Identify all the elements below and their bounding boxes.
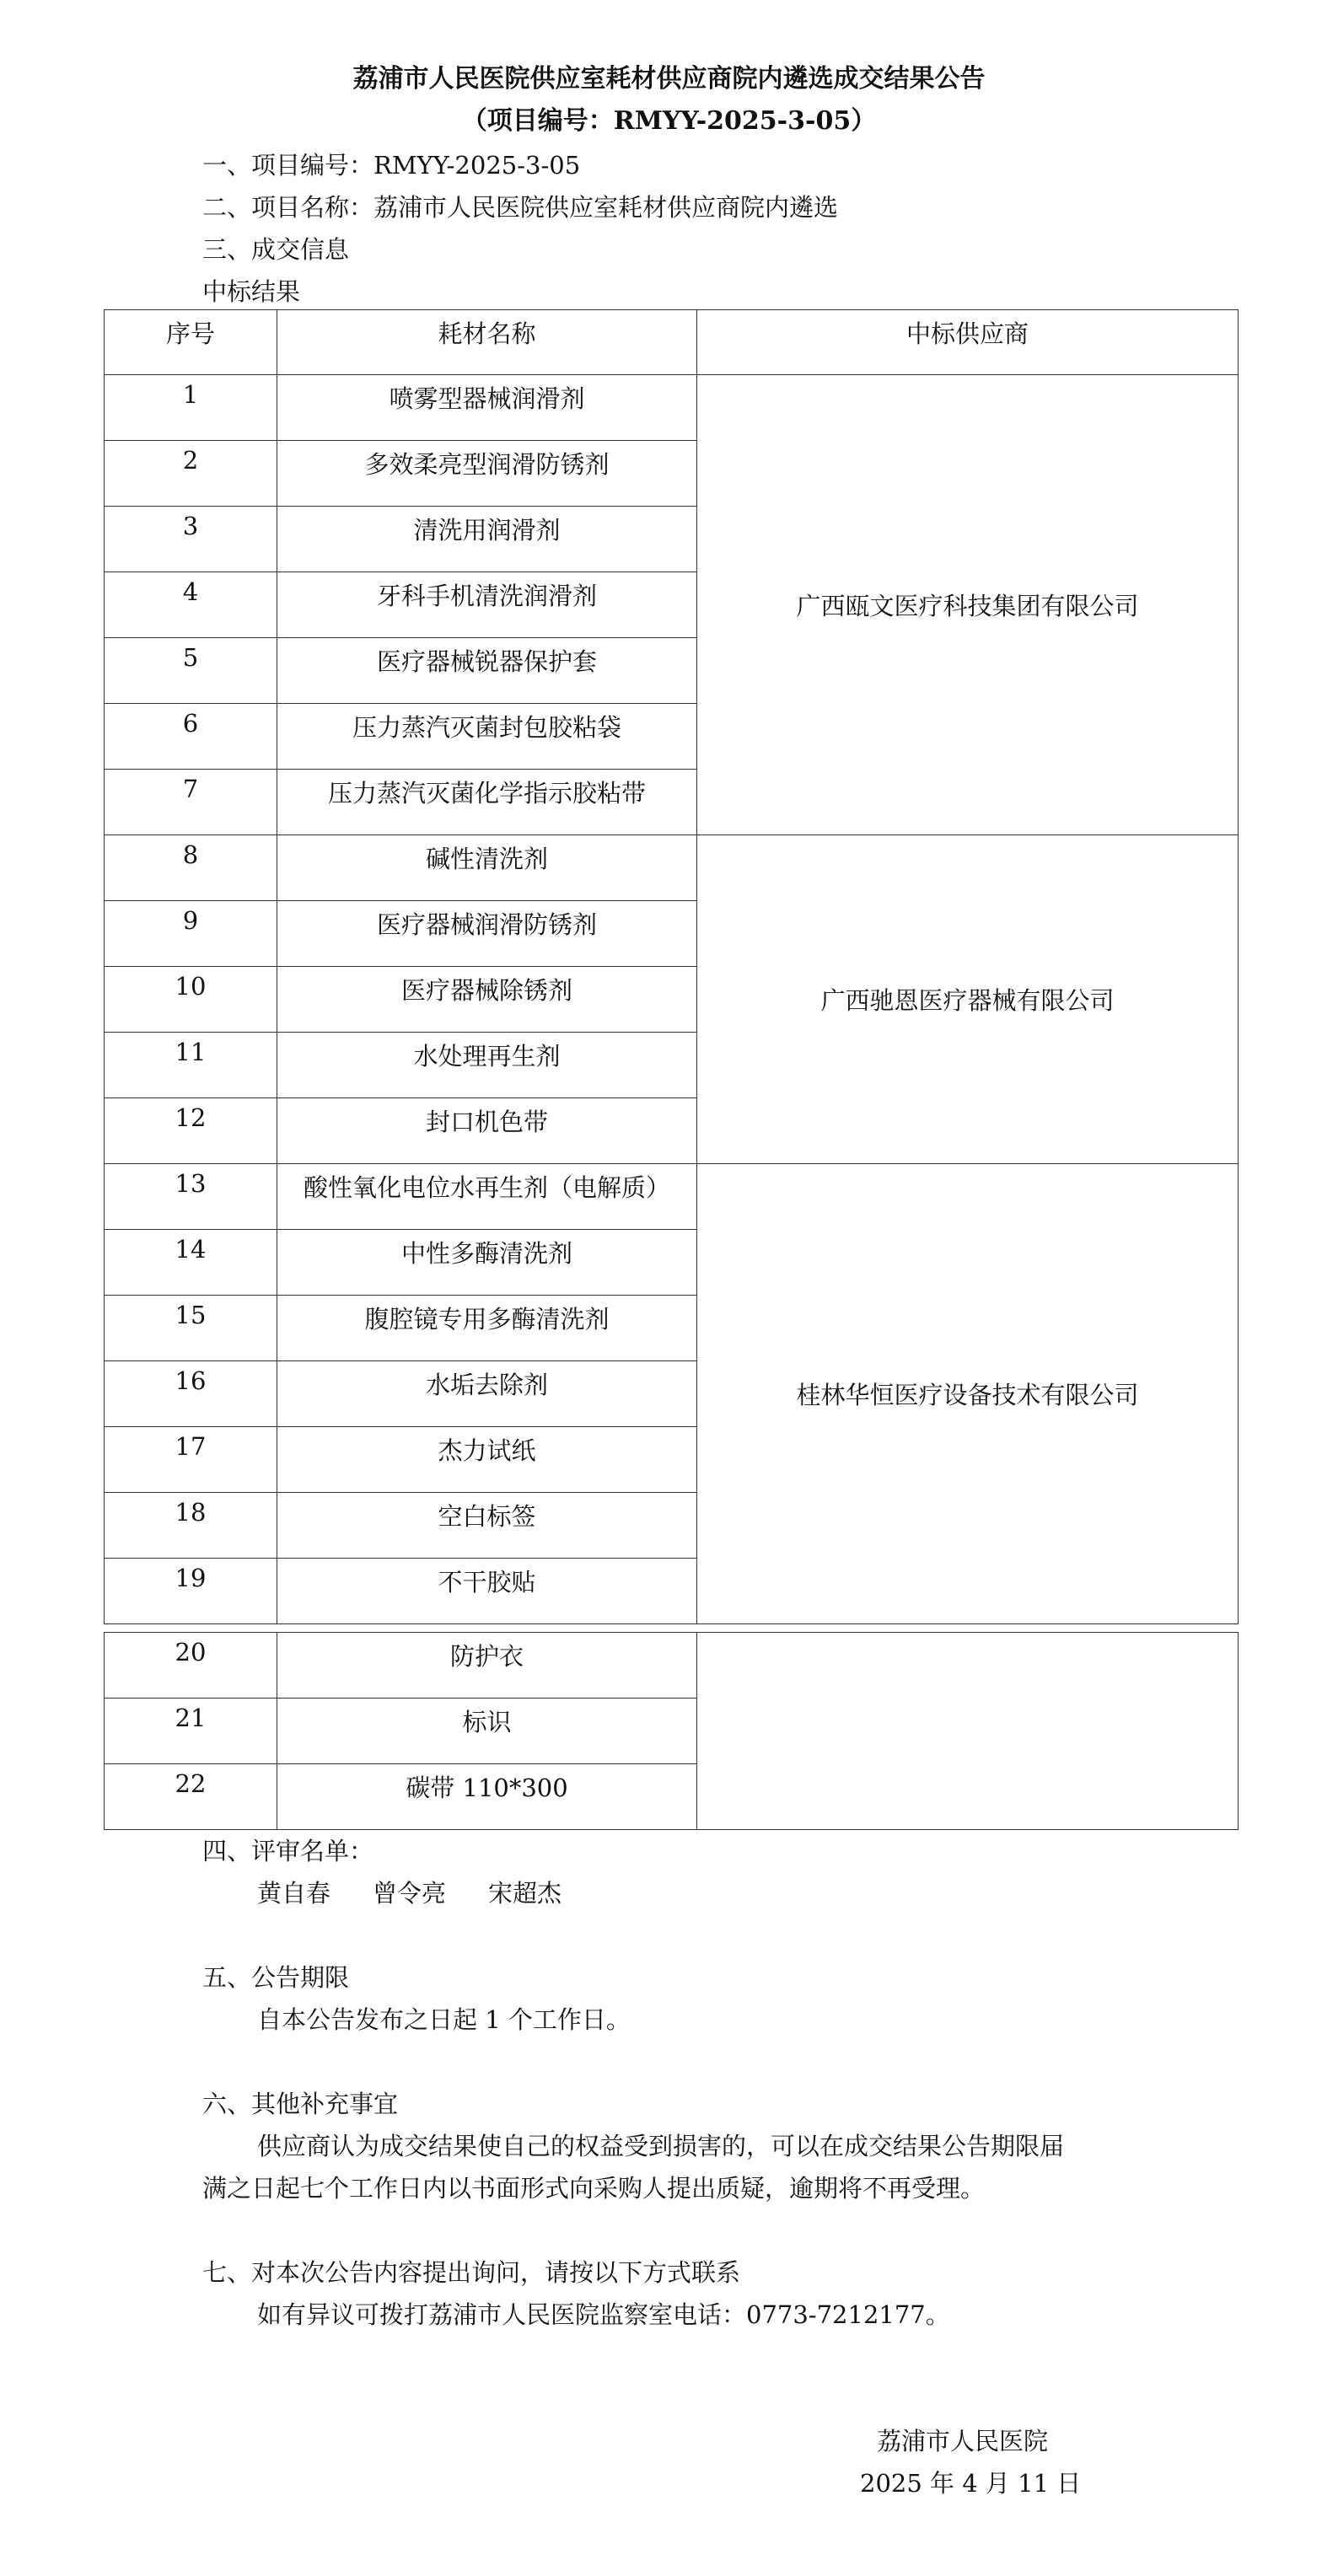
winning-bid-table-continued <box>104 1632 1239 1830</box>
row-item-name: 医疗器械除锈剂 <box>277 967 697 1033</box>
row-no: 9 <box>105 901 277 967</box>
doc-title: 荔浦市人民医院供应室耗材供应商院内遴选成交结果公告 <box>352 64 986 94</box>
review-names <box>257 1876 604 1910</box>
row-item-name: 医疗器械润滑防锈剂 <box>277 901 697 967</box>
row-no: 15 <box>105 1296 277 1361</box>
row-no: 21 <box>105 1699 277 1764</box>
table-row <box>105 1633 1239 1699</box>
section-project-name: 二、项目名称：荔浦市人民医院供应室耗材供应商院内遴选 <box>202 193 839 222</box>
row-no: 12 <box>105 1098 277 1164</box>
other-heading: 六、其他补充事宜 <box>202 2090 399 2118</box>
signature-date: 2025 年 4 月 11 日 <box>860 2469 1082 2498</box>
table-row <box>105 1164 1239 1230</box>
row-no: 20 <box>105 1633 277 1699</box>
contact-text: 如有异议可拨打荔浦市人民医院监察室电话：0773-7212177。 <box>257 2300 950 2329</box>
row-item-name: 不干胶贴 <box>277 1559 697 1624</box>
review-heading: 四、评审名单： <box>202 1837 374 1865</box>
row-item-name: 喷雾型器械润滑剂 <box>277 375 697 441</box>
supplier-cell: 广西驰恩医疗器械有限公司 <box>697 835 1239 1164</box>
table-row <box>105 835 1239 901</box>
section-project-number: 一、项目编号：RMYY-2025-3-05 <box>202 151 581 180</box>
row-item-name: 压力蒸汽灭菌封包胶粘袋 <box>277 704 697 770</box>
row-item-name: 封口机色带 <box>277 1098 697 1164</box>
row-item-name: 杰力试纸 <box>277 1427 697 1493</box>
row-item-name: 水处理再生剂 <box>277 1033 697 1098</box>
row-no: 2 <box>105 441 277 507</box>
row-item-name: 空白标签 <box>277 1493 697 1559</box>
reviewer-name: 宋超杰 <box>488 1879 562 1908</box>
row-no: 10 <box>105 967 277 1033</box>
row-item-name: 碳带 110*300 <box>277 1764 697 1830</box>
header-no: 序号 <box>105 310 277 375</box>
row-no: 4 <box>105 572 277 638</box>
row-item-name: 水垢去除剂 <box>277 1361 697 1427</box>
row-no: 6 <box>105 704 277 770</box>
doc-project-code-title: （项目编号：RMYY-2025-3-05） <box>461 106 877 136</box>
supplier-cell: 广西瓯文医疗科技集团有限公司 <box>697 375 1239 835</box>
other-text-line2: 满之日起七个工作日内以书面形式向采购人提出质疑，逾期将不再受理。 <box>202 2174 986 2203</box>
header-item-name: 耗材名称 <box>277 310 697 375</box>
row-item-name: 标识 <box>277 1699 697 1764</box>
supplier-cell-empty <box>697 1633 1239 1830</box>
row-item-name: 碱性清洗剂 <box>277 835 697 901</box>
result-label: 中标结果 <box>202 277 301 306</box>
row-item-name: 清洗用润滑剂 <box>277 507 697 572</box>
reviewer-name: 曾令亮 <box>373 1879 447 1908</box>
header-supplier: 中标供应商 <box>697 310 1239 375</box>
row-no: 17 <box>105 1427 277 1493</box>
row-no: 18 <box>105 1493 277 1559</box>
row-no: 1 <box>105 375 277 441</box>
row-item-name: 腹腔镜专用多酶清洗剂 <box>277 1296 697 1361</box>
reviewer-name: 黄自春 <box>257 1879 331 1908</box>
row-no: 7 <box>105 770 277 835</box>
row-item-name: 牙科手机清洗润滑剂 <box>277 572 697 638</box>
winning-bid-table <box>104 309 1239 1624</box>
section-deal-info: 三、成交信息 <box>202 235 350 264</box>
row-no: 8 <box>105 835 277 901</box>
row-item-name: 酸性氧化电位水再生剂（电解质） <box>277 1164 697 1230</box>
row-item-name: 压力蒸汽灭菌化学指示胶粘带 <box>277 770 697 835</box>
row-no: 16 <box>105 1361 277 1427</box>
row-no: 19 <box>105 1559 277 1624</box>
other-text-line1: 供应商认为成交结果使自己的权益受到损害的，可以在成交结果公告期限届 <box>257 2132 1065 2160</box>
table-row <box>105 375 1239 441</box>
row-item-name: 中性多酶清洗剂 <box>277 1230 697 1296</box>
row-no: 3 <box>105 507 277 572</box>
period-heading: 五、公告期限 <box>202 1963 350 1992</box>
signature-org: 荔浦市人民医院 <box>877 2427 1049 2455</box>
row-item-name: 防护衣 <box>277 1633 697 1699</box>
contact-heading: 七、对本次公告内容提出询问，请按以下方式联系 <box>202 2258 741 2287</box>
row-no: 5 <box>105 638 277 704</box>
row-no: 13 <box>105 1164 277 1230</box>
row-no: 14 <box>105 1230 277 1296</box>
row-no: 22 <box>105 1764 277 1830</box>
supplier-cell: 桂林华恒医疗设备技术有限公司 <box>697 1164 1239 1624</box>
table-header-row <box>105 310 1239 375</box>
row-no: 11 <box>105 1033 277 1098</box>
row-item-name: 医疗器械锐器保护套 <box>277 638 697 704</box>
row-item-name: 多效柔亮型润滑防锈剂 <box>277 441 697 507</box>
period-text: 自本公告发布之日起 1 个工作日。 <box>257 2005 631 2034</box>
